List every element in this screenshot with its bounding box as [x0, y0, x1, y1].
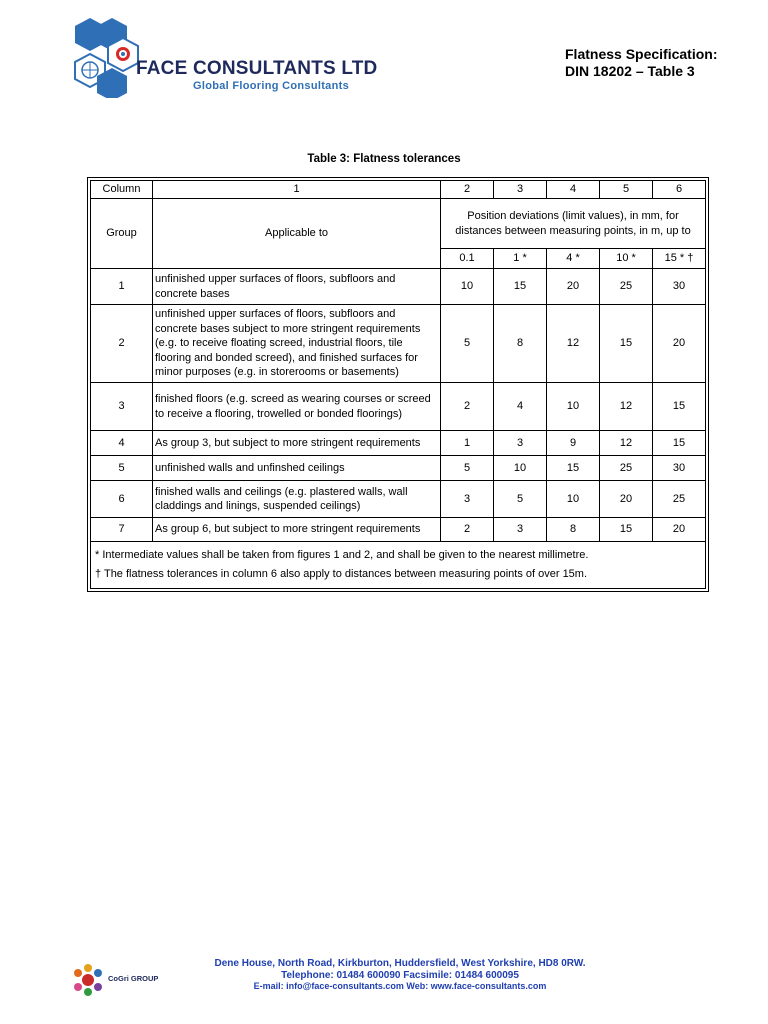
value-cell: 2	[441, 383, 494, 431]
group-header: Group	[91, 199, 153, 269]
footer-email-web: E-mail: info@face-consultants.com Web: www.face-consultants.com	[253, 981, 547, 991]
table-row	[91, 269, 706, 305]
value-cell: 3	[441, 481, 494, 518]
distance-header: 1 *	[494, 249, 547, 269]
footer-address: Dene House, North Road, Kirkburton, Huddersfield, West Yorkshire, HD8 0RW.	[214, 958, 586, 969]
value-cell: 9	[547, 431, 600, 456]
footer-phones: Telephone: 01484 600090 Facsimile: 01484 600095	[281, 969, 519, 981]
value-cell: 25	[600, 269, 653, 305]
table-row	[91, 518, 706, 542]
group-cell: 1	[91, 269, 153, 305]
group-cell: 5	[91, 456, 153, 481]
applicable-cell: As group 3, but subject to more stringent requirements	[153, 431, 441, 456]
footnote-column-6: † The flatness tolerances in column 6 also apply to distances between measuring points of over 15m.	[95, 568, 588, 580]
value-cell: 20	[653, 518, 706, 542]
value-cell: 5	[441, 456, 494, 481]
distance-header: 4 *	[547, 249, 600, 269]
value-cell: 2	[441, 518, 494, 542]
document-title-line-2: DIN 18202 – Table 3	[565, 63, 695, 79]
value-cell: 3	[494, 518, 547, 542]
value-cell: 25	[600, 456, 653, 481]
group-cell: 4	[91, 431, 153, 456]
table-row	[91, 383, 706, 431]
table-caption: Table 3: Flatness tolerances	[307, 153, 461, 165]
value-cell: 30	[653, 456, 706, 481]
value-cell: 12	[600, 431, 653, 456]
column-number: 6	[653, 181, 706, 199]
distance-header: 15 * †	[653, 249, 706, 269]
value-cell: 8	[494, 305, 547, 383]
value-cell: 30	[653, 269, 706, 305]
table-row	[91, 456, 706, 481]
value-cell: 15	[600, 305, 653, 383]
applicable-cell: As group 6, but subject to more stringent requirements	[153, 518, 441, 542]
table-row	[91, 305, 706, 383]
company-name: FACE CONSULTANTS LTD	[136, 58, 378, 79]
cogri-group-logo-icon	[68, 962, 108, 998]
column-number-row	[91, 181, 706, 199]
value-cell: 20	[547, 269, 600, 305]
position-deviations-header: Position deviations (limit values), in mm, for distances between measuring points, in m, up to	[441, 199, 706, 249]
group-name: CoGri GROUP	[108, 974, 159, 983]
value-cell: 5	[494, 481, 547, 518]
flatness-tolerances-table	[90, 180, 706, 589]
applicable-cell: unfinished walls and unfinshed ceilings	[153, 456, 441, 481]
group-cell: 3	[91, 383, 153, 431]
group-cell: 6	[91, 481, 153, 518]
company-tagline: Global Flooring Consultants	[193, 80, 349, 92]
value-cell: 12	[547, 305, 600, 383]
column-number: 4	[547, 181, 600, 199]
header-row	[91, 199, 706, 249]
value-cell: 8	[547, 518, 600, 542]
value-cell: 25	[653, 481, 706, 518]
value-cell: 20	[600, 481, 653, 518]
footnote-intermediate-values: * Intermediate values shall be taken from figures 1 and 2, and shall be given to the nearest millimetre.	[95, 549, 589, 561]
value-cell: 10	[547, 481, 600, 518]
column-number: 3	[494, 181, 547, 199]
value-cell: 4	[494, 383, 547, 431]
group-cell: 7	[91, 518, 153, 542]
value-cell: 10	[494, 456, 547, 481]
value-cell: 5	[441, 305, 494, 383]
value-cell: 10	[441, 269, 494, 305]
footnotes-row	[91, 542, 706, 589]
group-cell: 2	[91, 305, 153, 383]
value-cell: 3	[494, 431, 547, 456]
footnotes-cell	[91, 542, 706, 589]
applicable-header: Applicable to	[153, 199, 441, 269]
flatness-table-frame	[87, 177, 709, 592]
value-cell: 12	[600, 383, 653, 431]
applicable-cell: unfinished upper surfaces of floors, subfloors and concrete bases subject to more stringent requirements (e.g. to receive floating screed, industrial floors, tile flooring and bonded screed), and finished surfaces for minor purposes (e.g. in storerooms or basements)	[153, 305, 441, 383]
footer-contact-block	[160, 958, 640, 993]
applicable-cell: unfinished upper surfaces of floors, subfloors and concrete bases	[153, 269, 441, 305]
value-cell: 1	[441, 431, 494, 456]
value-cell: 15	[653, 431, 706, 456]
applicable-cell: finished floors (e.g. screed as wearing courses or screed to receive a flooring, trowelled or bonded floorings)	[153, 383, 441, 431]
column-label: Column	[91, 181, 153, 199]
column-number: 5	[600, 181, 653, 199]
table-row	[91, 431, 706, 456]
table-row	[91, 481, 706, 518]
value-cell: 10	[547, 383, 600, 431]
applicable-cell: finished walls and ceilings (e.g. plastered walls, wall claddings and linings, suspended ceilings)	[153, 481, 441, 518]
value-cell: 15	[494, 269, 547, 305]
distance-header: 0.1	[441, 249, 494, 269]
document-title	[565, 46, 717, 80]
value-cell: 20	[653, 305, 706, 383]
column-number: 1	[153, 181, 441, 199]
document-title-line-1: Flatness Specification:	[565, 46, 718, 62]
distance-header: 10 *	[600, 249, 653, 269]
value-cell: 15	[600, 518, 653, 542]
value-cell: 15	[547, 456, 600, 481]
column-number: 2	[441, 181, 494, 199]
value-cell: 15	[653, 383, 706, 431]
